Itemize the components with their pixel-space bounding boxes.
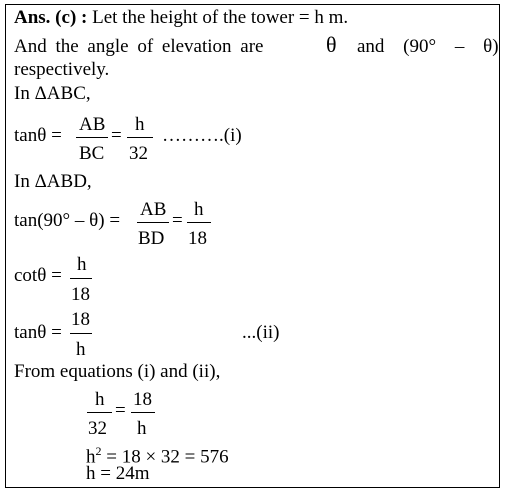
eq1-num2: h: [135, 114, 145, 135]
eq2-num1: AB: [140, 199, 167, 220]
eq5-num2: 18: [133, 389, 152, 410]
eq2-bar2: [187, 222, 211, 223]
eq2-den2: 18: [188, 228, 207, 249]
eq6-sup: 2: [95, 444, 102, 458]
eq1-eq: =: [111, 125, 122, 146]
eq2-den1: BD: [138, 228, 165, 249]
triangle-abc-label: In ΔABC,: [14, 83, 91, 104]
eq4-den: h: [76, 339, 86, 360]
eq3-bar: [70, 278, 92, 279]
eq2-bar1: [137, 222, 169, 223]
eq2-eq: =: [172, 210, 183, 231]
eq6-rest: = 18 × 32 = 576: [106, 446, 229, 468]
eq5-bar2: [131, 412, 155, 413]
elevation-text-c: respectively.: [14, 59, 110, 80]
intro-text: Let the height of the tower = h m.: [92, 7, 349, 28]
eq5-eq: =: [115, 400, 126, 421]
eq3-lhs: cotθ =: [14, 265, 62, 286]
eq2-lhs: tan(90° – θ) =: [14, 210, 121, 231]
eq2-num2: h: [194, 199, 204, 220]
eq1-den1: BC: [79, 143, 105, 164]
eq4-lhs: tanθ =: [14, 322, 62, 343]
answer-label: Ans. (c) :: [14, 7, 88, 28]
eq1-bar2: [127, 137, 153, 138]
eq4-bar: [70, 333, 92, 334]
eq1-num1: AB: [79, 114, 106, 135]
eq4-tag: ...(ii): [242, 322, 280, 343]
eq1-lhs: tanθ =: [14, 125, 62, 146]
answer-heading: [14, 7, 348, 29]
eq6-h: h: [86, 446, 96, 468]
eq1-bar1: [76, 137, 108, 138]
elevation-text-b: and (90° – θ): [357, 36, 499, 57]
eq7-line: h = 24m: [86, 463, 150, 484]
eq1-den2: 32: [129, 143, 148, 164]
eq3-den: 18: [71, 284, 90, 305]
theta-symbol: θ: [326, 32, 337, 57]
triangle-abd-label: In ΔABD,: [14, 171, 92, 192]
eq5-den2: h: [137, 418, 147, 439]
from-equations-text: From equations (i) and (ii),: [14, 361, 221, 382]
elevation-text-a: And the angle of elevation are: [14, 36, 264, 57]
eq5-den1: 32: [88, 418, 107, 439]
eq5-bar1: [87, 412, 112, 413]
eq4-num: 18: [71, 309, 90, 330]
eq3-num: h: [77, 254, 87, 275]
eq1-tag: ……….(i): [162, 125, 242, 146]
eq5-num1: h: [95, 389, 105, 410]
